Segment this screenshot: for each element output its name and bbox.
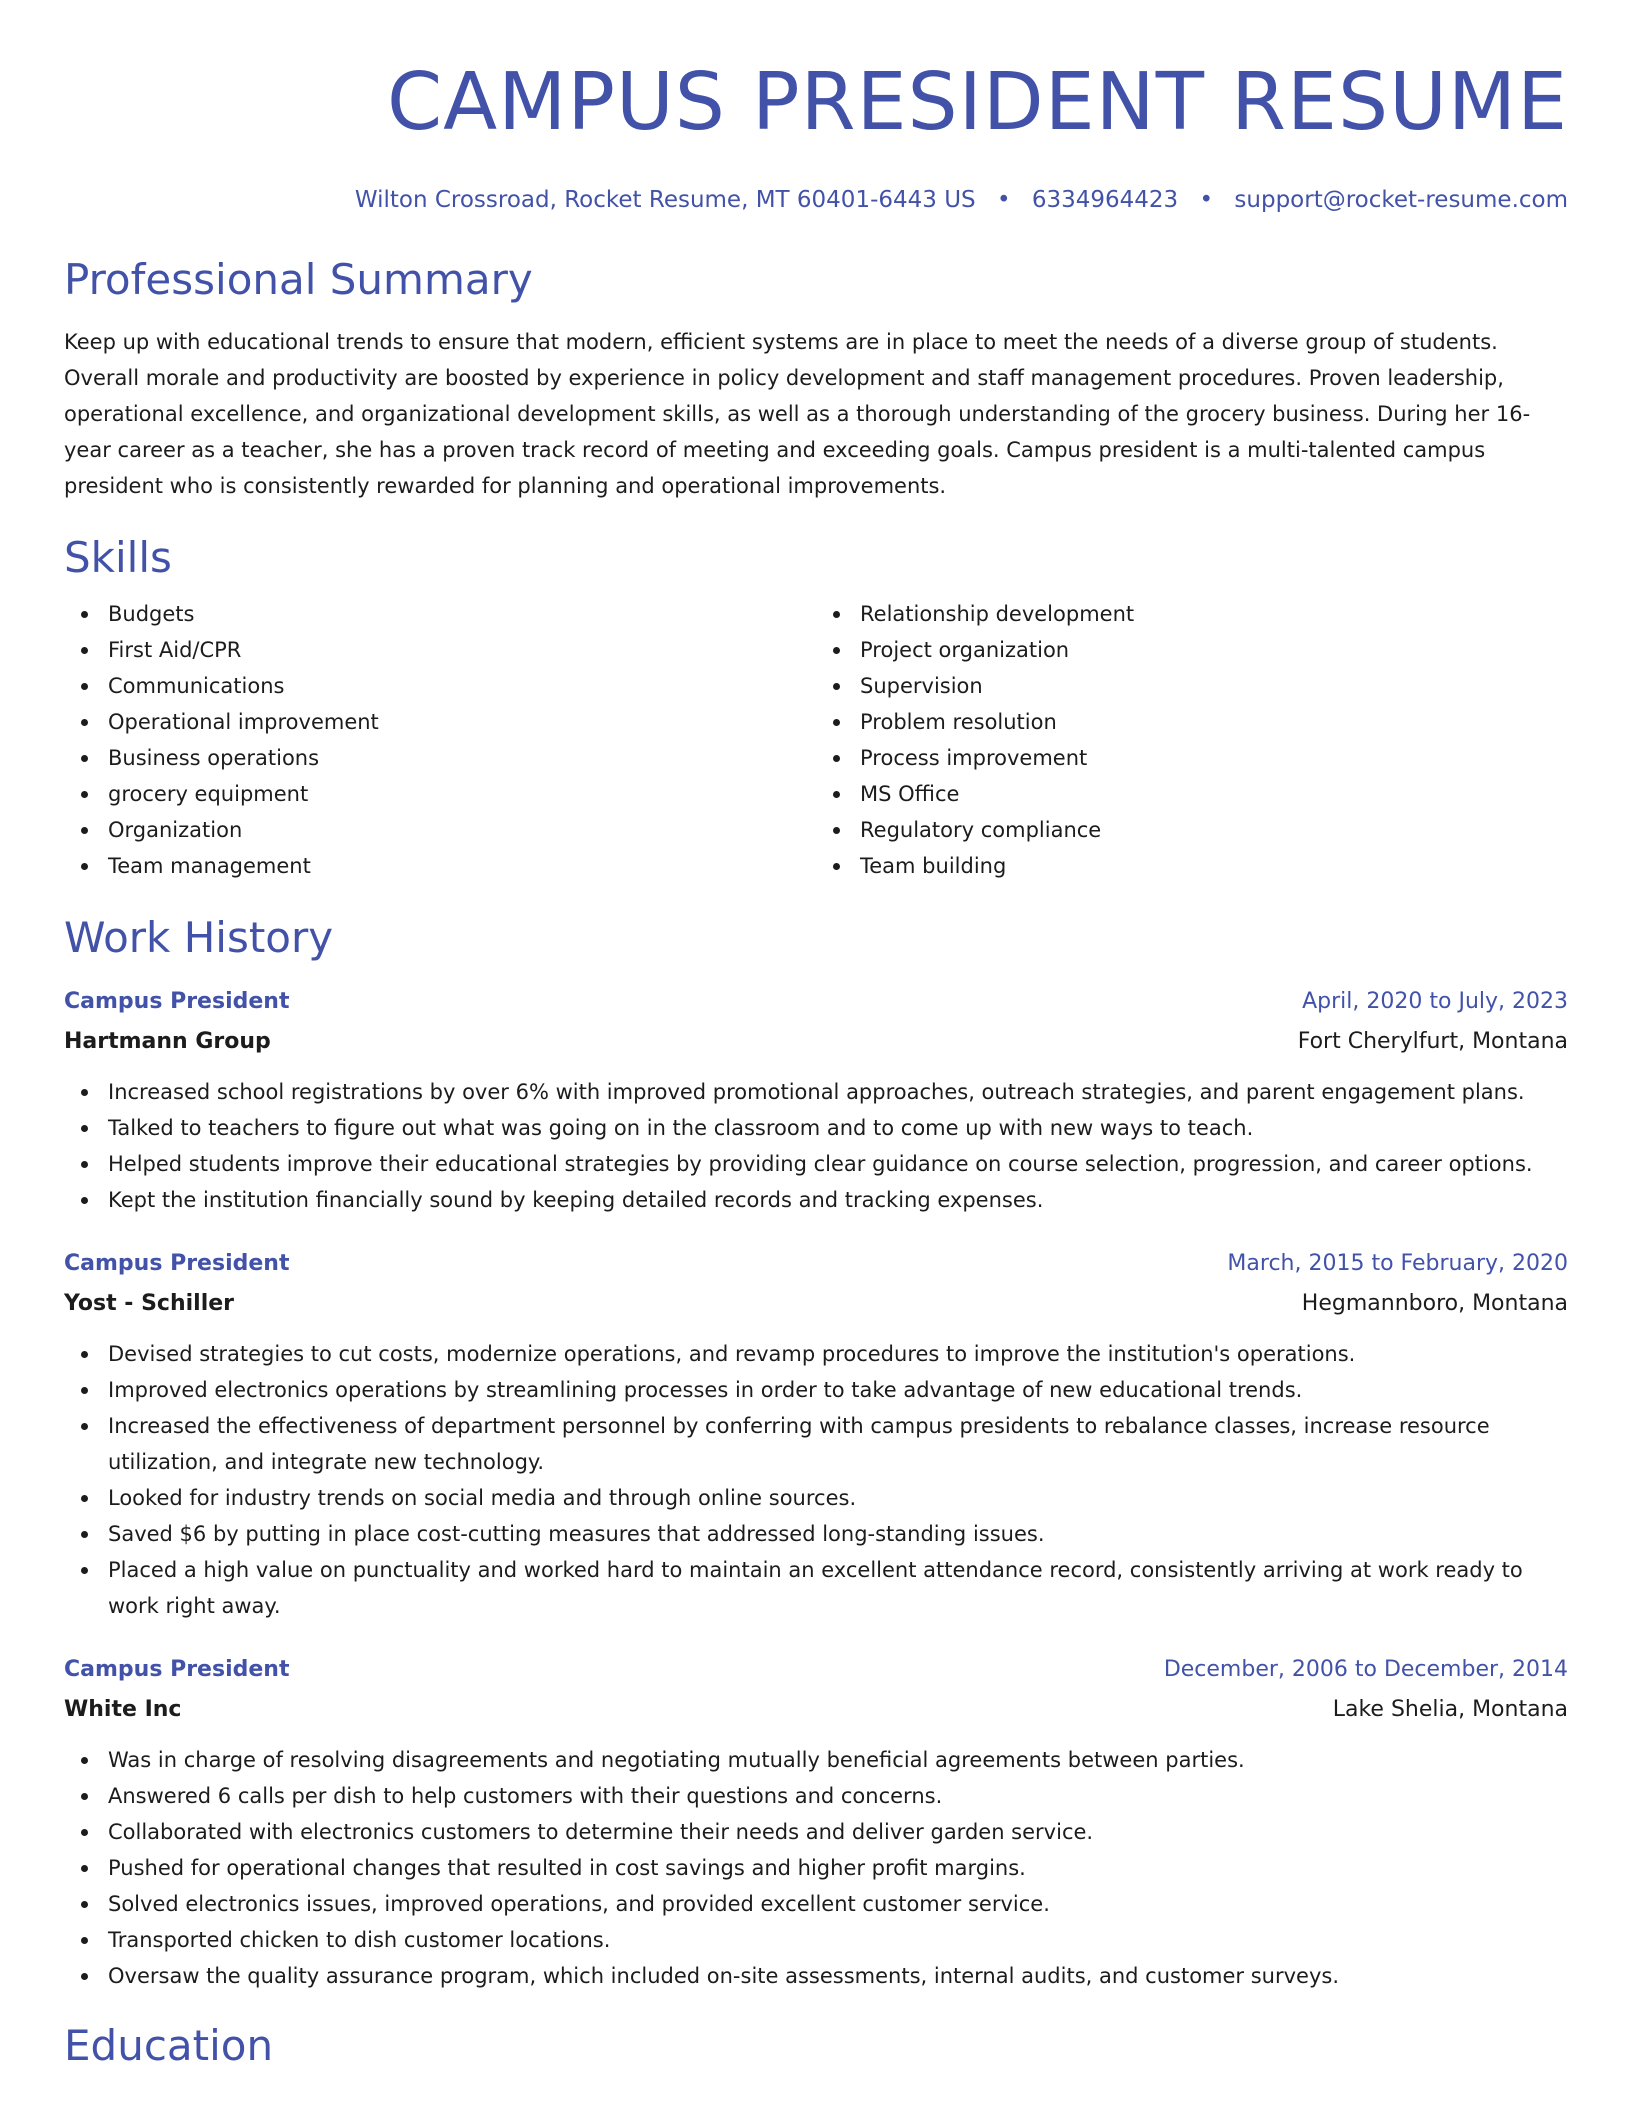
job-company-row — [64, 1690, 1568, 1730]
skill-item: Operational improvement — [108, 704, 816, 740]
skills-list-right — [816, 596, 1568, 884]
skill-item: First Aid/CPR — [108, 632, 816, 668]
job-dates: April, 2020 to July, 2023 — [1302, 989, 1568, 1014]
skill-item: Project organization — [860, 632, 1568, 668]
skill-item: Relationship development — [860, 596, 1568, 632]
job-entry — [64, 982, 1568, 1218]
job-duty: Helped students improve their educational strategies by providing clear guidance on course selection, progression, and career options. — [108, 1146, 1568, 1182]
skills-list-left — [64, 596, 816, 884]
job-duty: Solved electronics issues, improved operations, and provided excellent customer service. — [108, 1886, 1568, 1922]
skill-item: MS Office — [860, 776, 1568, 812]
contact-separator: • — [1199, 187, 1214, 213]
skill-item: Organization — [108, 812, 816, 848]
skill-item: grocery equipment — [108, 776, 816, 812]
contact-email: support@rocket-resume.com — [1234, 187, 1568, 213]
job-header-row — [64, 1244, 1568, 1284]
job-duty: Improved electronics operations by streamlining processes in order to take advantage of new educational trends. — [108, 1372, 1568, 1408]
job-location: Hegmannboro, Montana — [1301, 1291, 1568, 1316]
resume-title: CAMPUS PRESIDENT RESUME — [386, 56, 1568, 148]
skill-item: Regulatory compliance — [860, 812, 1568, 848]
job-duty: Pushed for operational changes that resulted in cost savings and higher profit margins. — [108, 1850, 1568, 1886]
job-entry — [64, 1650, 1568, 1994]
summary-text: Keep up with educational trends to ensure that modern, efficient systems are in place to meet the needs of a diverse group of students. Overall morale and productivity are boosted by experience in policy development and staff management procedures. Proven leadership, operational excellence, and organizational development skills, as well as a thorough understanding of the grocery business. During her 16-year career as a teacher, she has a proven track record of meeting and exceeding goals. Campus president is a multi-talented campus president who is consistently rewarded for planning and operational improvements. — [64, 330, 1531, 498]
contact-separator: • — [996, 187, 1011, 213]
job-entry — [64, 1244, 1568, 1624]
job-duty: Looked for industry trends on social media and through online sources. — [108, 1480, 1568, 1516]
skill-item: Team management — [108, 848, 816, 884]
job-company: Hartmann Group — [64, 1029, 271, 1054]
skill-item: Process improvement — [860, 740, 1568, 776]
skill-item: Communications — [108, 668, 816, 704]
job-location: Fort Cherylfurt, Montana — [1297, 1029, 1568, 1054]
skill-item: Team building — [860, 848, 1568, 884]
job-duty: Saved $6 by putting in place cost-cutting measures that addressed long-standing issues. — [108, 1516, 1568, 1552]
contact-line — [64, 184, 1568, 216]
job-duty: Devised strategies to cut costs, modernize operations, and revamp procedures to improve the institution's operations. — [108, 1336, 1568, 1372]
job-company-row — [64, 1022, 1568, 1062]
job-header-row — [64, 982, 1568, 1022]
job-duties-list — [64, 1742, 1568, 1994]
job-company-row — [64, 1284, 1568, 1324]
contact-address: Wilton Crossroad, Rocket Resume, MT 60401-6443 US — [354, 187, 976, 213]
job-duty: Kept the institution financially sound by keeping detailed records and tracking expenses. — [108, 1182, 1568, 1218]
job-duty: Placed a high value on punctuality and worked hard to maintain an excellent attendance record, consistently arriving at work ready to work right away. — [108, 1552, 1568, 1624]
skill-item: Supervision — [860, 668, 1568, 704]
job-duty: Talked to teachers to figure out what was going on in the classroom and to come up with new ways to teach. — [108, 1110, 1568, 1146]
job-duty: Increased the effectiveness of department personnel by conferring with campus presidents to rebalance classes, increase resource utilization, and integrate new technology. — [108, 1408, 1568, 1480]
job-duty: Collaborated with electronics customers to determine their needs and deliver garden service. — [108, 1814, 1568, 1850]
job-title: Campus President — [64, 1251, 290, 1276]
job-company: White Inc — [64, 1697, 182, 1722]
job-header-row — [64, 1650, 1568, 1690]
skills-grid — [64, 596, 1568, 884]
education-heading: Education — [64, 2021, 274, 2070]
job-duty: Oversaw the quality assurance program, which included on-site assessments, internal audits, and customer surveys. — [108, 1958, 1568, 1994]
job-location: Lake Shelia, Montana — [1332, 1697, 1568, 1722]
job-duties-list — [64, 1074, 1568, 1218]
skill-item: Budgets — [108, 596, 816, 632]
job-title: Campus President — [64, 1657, 290, 1682]
job-duty: Answered 6 calls per dish to help customers with their questions and concerns. — [108, 1778, 1568, 1814]
summary-heading: Professional Summary — [64, 255, 533, 304]
job-duty: Increased school registrations by over 6% with improved promotional approaches, outreach strategies, and parent engagement plans. — [108, 1074, 1568, 1110]
job-duties-list — [64, 1336, 1568, 1624]
job-title: Campus President — [64, 989, 290, 1014]
job-dates: December, 2006 to December, 2014 — [1163, 1657, 1568, 1682]
job-duty: Was in charge of resolving disagreements and negotiating mutually beneficial agreements between parties. — [108, 1742, 1568, 1778]
contact-phone: 6334964423 — [1031, 187, 1179, 213]
skills-heading: Skills — [64, 533, 172, 582]
skill-item: Problem resolution — [860, 704, 1568, 740]
job-company: Yost - Schiller — [64, 1291, 235, 1316]
job-duty: Transported chicken to dish customer locations. — [108, 1922, 1568, 1958]
work-history-heading: Work History — [64, 913, 334, 962]
job-dates: March, 2015 to February, 2020 — [1227, 1251, 1568, 1276]
skill-item: Business operations — [108, 740, 816, 776]
